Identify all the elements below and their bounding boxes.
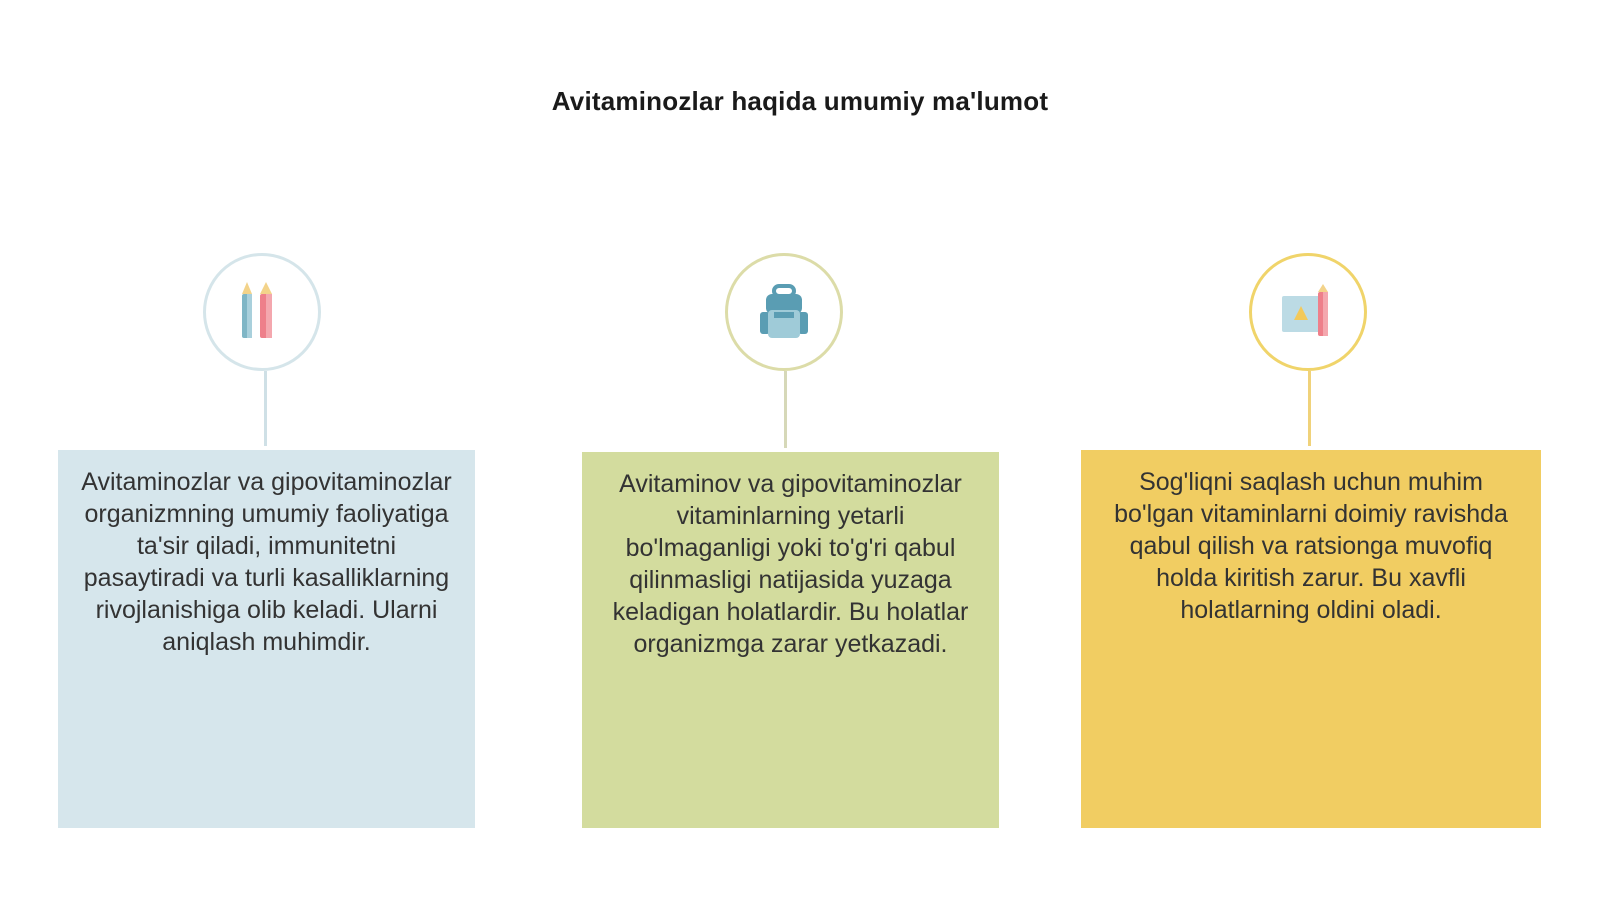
- icon-ring-1: [203, 253, 321, 371]
- info-card-1: Avitaminozlar va gipovitaminozlar organizmning umumiy faoliyatiga ta'sir qiladi, immunitetni pasaytiradi va turli kasalliklarning rivojlanishiga olib keladi. Ularni aniqlash muhimdir.: [58, 450, 475, 828]
- drawing-pencil-icon: [1278, 282, 1338, 342]
- icon-ring-2: [725, 253, 843, 371]
- pencils-icon: [234, 280, 290, 344]
- connector-line-3: [1308, 371, 1311, 446]
- icon-ring-3: [1249, 253, 1367, 371]
- info-card-3: Sog'liqni saqlash uchun muhim bo'lgan vitaminlarni doimiy ravishda qabul qilish va ratsionga muvofiq holda kiritish zarur. Bu xavfli holatlarning oldini oladi.: [1081, 450, 1541, 828]
- connector-line-2: [784, 371, 787, 448]
- slide-title: Avitaminozlar haqida umumiy ma'lumot: [551, 86, 1049, 116]
- info-card-2: Avitaminov va gipovitaminozlar vitaminlarning yetarli bo'lmaganligi yoki to'g'ri qabul qilinmasligi natijasida yuzaga keladigan holatlardir. Bu holatlar organizmga zarar yetkazadi.: [582, 452, 999, 828]
- connector-line-1: [264, 371, 267, 446]
- backpack-icon: [754, 282, 814, 342]
